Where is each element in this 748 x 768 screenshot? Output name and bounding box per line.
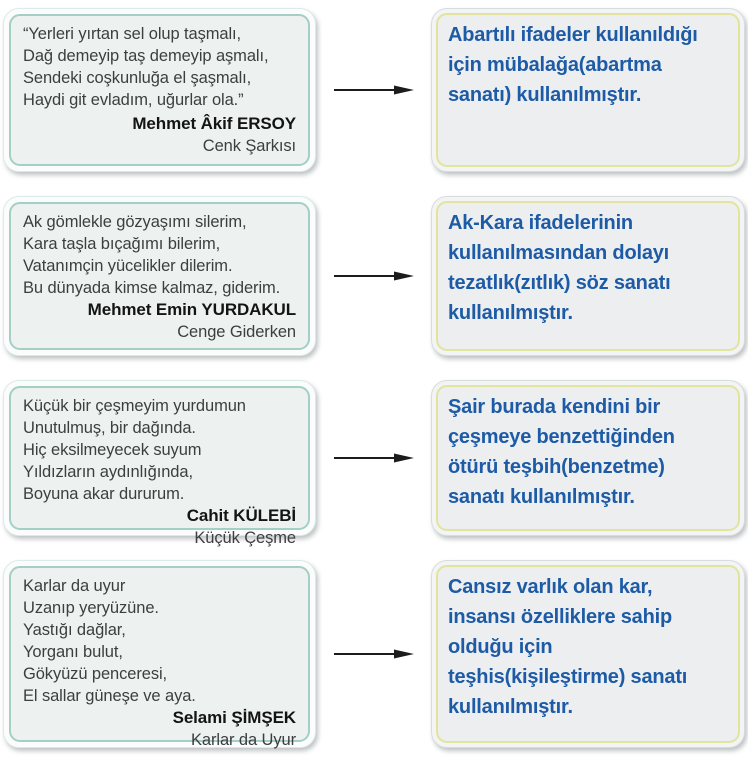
arrow-cell bbox=[316, 380, 431, 536]
explanation-line: teşhis(kişileştirme) sanatı bbox=[448, 666, 688, 688]
poem-explanation-row bbox=[3, 380, 745, 547]
explanation-card bbox=[431, 8, 745, 172]
poem-line: Yastığı dağlar, bbox=[23, 621, 126, 639]
right-arrow-icon bbox=[332, 450, 416, 466]
explanation-line: için mübalağa(abartma bbox=[448, 54, 662, 76]
explanation-line: çeşmeye benzettiğinden bbox=[448, 426, 675, 448]
explanation-line: Ak-Kara ifadelerinin bbox=[448, 212, 633, 234]
poem-line: Yıldızların aydınlığında, bbox=[23, 463, 193, 481]
poem-card-body bbox=[9, 14, 310, 166]
poem-source-title: Cenk Şarkısı bbox=[202, 137, 296, 155]
poem-card-body bbox=[9, 202, 310, 350]
right-arrow-icon bbox=[332, 268, 416, 284]
poem-line: Hiç eksilmeyecek suyum bbox=[23, 441, 202, 459]
poem-line: Boyuna akar dururum. bbox=[23, 485, 185, 503]
poem-line: Bu dünyada kimse kalmaz, giderim. bbox=[23, 279, 281, 297]
explanation-card-body bbox=[436, 565, 740, 743]
explanation-line: Cansız varlık olan kar, bbox=[448, 576, 653, 598]
poem-source-title: Cenge Giderken bbox=[177, 323, 296, 341]
explanation-card-body bbox=[436, 385, 740, 531]
poem-explanation-row bbox=[3, 8, 745, 172]
explanation-line: Abartılı ifadeler kullanıldığı bbox=[448, 24, 698, 46]
poem-source-title: Küçük Çeşme bbox=[194, 529, 296, 547]
poem-card bbox=[3, 8, 316, 172]
explanation-line: kullanılmasından dolayı bbox=[448, 242, 670, 264]
poem-line: Haydi git evladım, uğurlar ola.” bbox=[23, 91, 244, 109]
poem-attribution bbox=[23, 707, 296, 752]
poem-attribution bbox=[23, 113, 296, 158]
poem-card bbox=[3, 560, 316, 748]
poem-card bbox=[3, 380, 316, 547]
right-arrow-icon bbox=[332, 82, 416, 98]
poem-attribution bbox=[23, 505, 296, 550]
poem-line: Karlar da uyur bbox=[23, 577, 126, 595]
poem-explanation-row bbox=[3, 196, 745, 356]
poem-source-title: Karlar da Uyur bbox=[191, 731, 296, 749]
explanation-line: tezatlık(zıtlık) söz sanatı bbox=[448, 272, 671, 294]
poem-line: Yorganı bulut, bbox=[23, 643, 123, 661]
poem-line: Küçük bir çeşmeyim yurdumun bbox=[23, 397, 246, 415]
poem-card bbox=[3, 196, 316, 356]
arrow-cell bbox=[316, 560, 431, 748]
poem-author: Mehmet Emin YURDAKUL bbox=[87, 300, 296, 319]
explanation-line: ötürü teşbih(benzetme) bbox=[448, 456, 665, 478]
poem-card-body bbox=[9, 386, 310, 547]
arrow-cell bbox=[316, 196, 431, 356]
poem-line: Uzanıp yeryüzüne. bbox=[23, 599, 159, 617]
explanation-line: kullanılmıştır. bbox=[448, 302, 573, 324]
poem-line: Ak gömlekle gözyaşımı silerim, bbox=[23, 213, 247, 231]
poem-line: Kara taşla bıçağımı bilerim, bbox=[23, 235, 221, 253]
explanation-line: kullanılmıştır. bbox=[448, 696, 573, 718]
poem-line: Vatanımçin yücelikler dilerim. bbox=[23, 257, 233, 275]
explanation-card bbox=[431, 560, 745, 748]
explanation-line: sanatı) kullanılmıştır. bbox=[448, 84, 642, 106]
explanation-card bbox=[431, 380, 745, 536]
poem-card-body bbox=[9, 566, 310, 749]
explanation-card-body bbox=[436, 13, 740, 167]
explanation-card-body bbox=[436, 201, 740, 351]
poem-line: Gökyüzü penceresi, bbox=[23, 665, 168, 683]
poem-author: Cahit KÜLEBİ bbox=[186, 506, 296, 525]
poem-explanation-row bbox=[3, 560, 745, 748]
poem-line: Unutulmuş, bir dağında. bbox=[23, 419, 196, 437]
explanation-card bbox=[431, 196, 745, 356]
explanation-line: Şair burada kendini bir bbox=[448, 396, 661, 418]
explanation-line: olduğu için bbox=[448, 636, 553, 658]
explanation-line: sanatı kullanılmıştır. bbox=[448, 486, 635, 508]
poem-line: El sallar güneşe ve aya. bbox=[23, 687, 196, 705]
poem-line: “Yerleri yırtan sel olup taşmalı, bbox=[23, 25, 242, 43]
poem-line: Sendeki coşkunluğa el şaşmalı, bbox=[23, 69, 252, 87]
arrow-cell bbox=[316, 8, 431, 172]
poem-author: Mehmet Âkif ERSOY bbox=[132, 114, 296, 133]
poem-author: Selami ŞİMŞEK bbox=[172, 708, 296, 727]
poem-attribution bbox=[23, 299, 296, 344]
poem-line: Dağ demeyip taş demeyip aşmalı, bbox=[23, 47, 269, 65]
right-arrow-icon bbox=[332, 646, 416, 662]
explanation-line: insansı özelliklere sahip bbox=[448, 606, 672, 628]
